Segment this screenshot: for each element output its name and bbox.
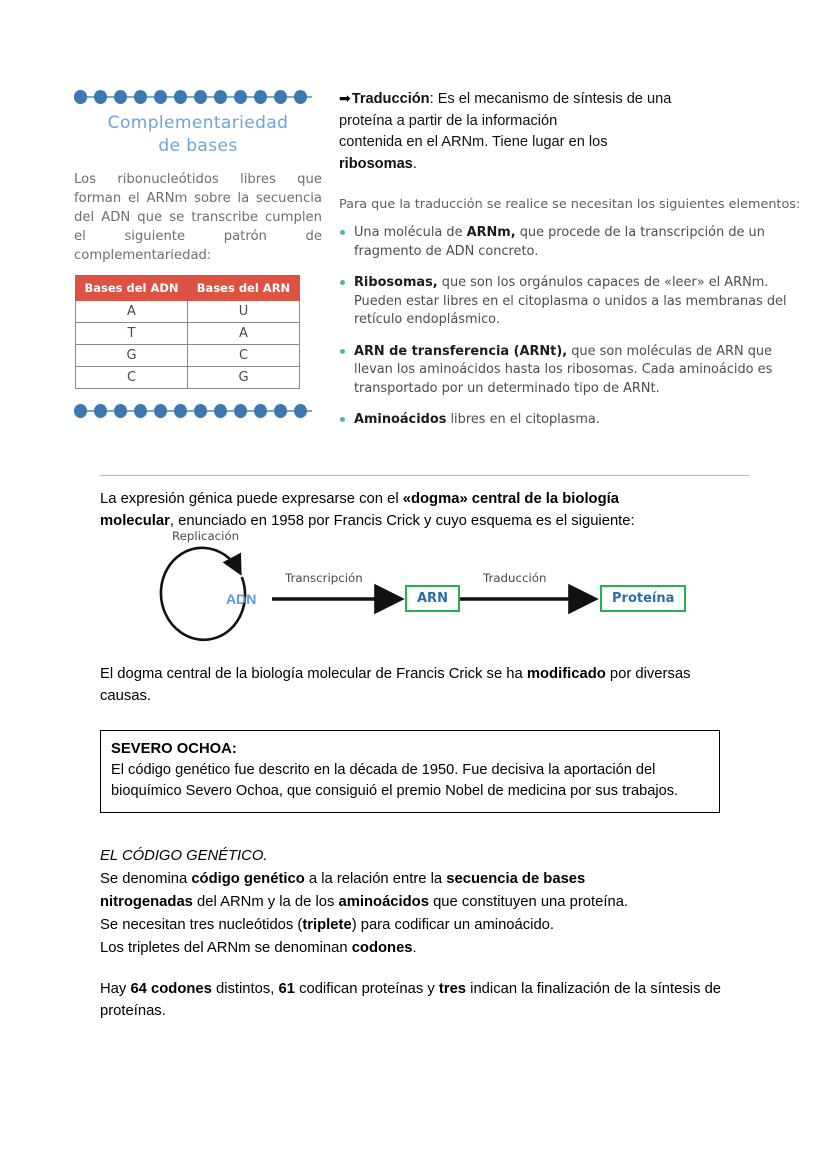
table-row [76,301,300,323]
table-row [76,323,300,345]
list-item-pre: Una molécula de [354,225,467,240]
codigo-l1-c: a la relación entre la [304,871,447,887]
elementos-list [339,224,809,430]
codigo-l1-a: Se denomina [100,871,192,887]
decorative-dot [154,404,167,418]
decorative-dot [114,90,127,104]
codigo-l2-c: aminoácidos [338,894,429,910]
diagram-node-proteina: Proteína [600,585,686,612]
table-cell: G [188,367,300,389]
modificado-pre: El dogma central de la biología molecular de Francis Crick se ha [100,666,527,682]
decorative-dot [114,404,127,418]
list-item-bold: Ribosomas, [354,275,438,290]
list-item [339,343,809,399]
decorative-dot [154,90,167,104]
table-cell: C [188,345,300,367]
bullet-icon [340,349,345,354]
card-title [74,112,322,158]
codigo-l2-b: del ARNm y la de los [192,894,339,910]
codigo-genetico-title: EL CÓDIGO GENÉTICO. [100,848,268,864]
card-paragraph: Los ribonucleótidos libres que forman el ARNm sobre la secuencia del ADN que se transcribe cumplen el siguiente patrón de complementariedad: [74,172,322,263]
codigo-l1-b: código genético [191,871,305,887]
codigo-genetico-line3 [100,914,740,937]
traduccion-line3: contenida en el ARNm. Tiene lugar en los [339,134,608,150]
codigo-l4-b: codones [351,940,413,956]
dogma-line2-bold: molecular [100,513,170,529]
decorative-dot [94,404,107,418]
table-header-row [76,276,300,301]
diagram-label-replicacion: Replicación [172,529,240,543]
diagram-label-traduccion: Traducción [483,571,547,585]
traduccion-heading [339,88,809,175]
hay-e: codifican proteínas y [294,981,439,997]
severo-ochoa-title: SEVERO OCHOA: [111,741,237,757]
decorative-dot [254,90,267,104]
severo-ochoa-body: El código genético fue descrito en la década de 1950. Fue decisiva la aportación del bioquímico Severo Ochoa, que consiguió el premio Nobel de medicina por sus trabajos. [111,762,679,799]
diagram-node-adn: ADN [226,591,257,607]
complementariedad-card [74,88,322,426]
dot-strip-top [74,88,314,106]
codigo-l4-a: Los tripletes del ARNm se denominan [100,940,352,956]
codigo-l2-d: que constituyen una proteína. [428,894,629,910]
section-divider [100,475,750,476]
list-item [339,274,809,330]
dogma-line1-bold: «dogma» central de la biología [402,491,619,507]
decorative-dot [214,90,227,104]
bullet-icon [340,280,345,285]
decorative-dot [74,90,87,104]
ribosomas-term: ribosomas [339,155,413,172]
diagram-label-transcripcion: Transcripción [285,571,363,585]
list-item-rest: libres en el citoplasma. [446,412,600,427]
hay-a: Hay [100,981,131,997]
hay-d: 61 [278,981,295,997]
table-cell: U [188,301,300,323]
table-header-adn: Bases del ADN [76,276,188,301]
hay-c: distintos, [211,981,279,997]
decorative-dot [274,404,287,418]
codigo-genetico-line1 [100,868,740,891]
table-cell: A [188,323,300,345]
codigo-l3-c: ) para codificar un aminoácido. [351,917,555,933]
modificado-bold: modificado [526,666,606,682]
table-row [76,345,300,367]
dogma-diagram [100,525,740,650]
codigo-l3-a: Se necesitan tres nucleótidos ( [100,917,303,933]
modificado-paragraph [100,663,725,707]
modificado-post: por diversas causas. [100,666,691,704]
list-item-bold: ARNm, [466,225,516,240]
codones-count-paragraph [100,978,740,1022]
list-item-rest: que procede de la transcripción de un fragmento de ADN concreto. [354,225,765,259]
decorative-dot [174,404,187,418]
list-item-bold: ARN de transferencia (ARNt), [354,343,568,359]
codigo-l1-d: secuencia de bases [446,871,586,887]
traduccion-column [339,88,809,443]
traduccion-period: . [412,155,417,172]
decorative-dot [174,90,187,104]
table-header-arn: Bases del ARN [188,276,300,301]
table-cell: C [76,367,188,389]
dogma-line1-pre: La expresión génica puede expresarse con el [100,491,403,507]
bullet-icon [340,417,345,422]
decorative-dot [234,404,247,418]
list-item-bold: Aminoácidos [354,412,447,427]
list-item [339,224,809,261]
list-item [339,411,809,430]
elementos-intro: Para que la traducción se realice se necesitan los siguientes elementos: [339,197,801,212]
dot-strip-bottom [74,402,314,420]
decorative-dot [94,90,107,104]
bases-table [75,275,300,389]
table-cell: A [76,301,188,323]
traduccion-term: Traducción [351,91,430,107]
table-cell: G [76,345,188,367]
list-item-rest: que son moléculas de ARN que llevan los aminoácidos hasta los ribosomas. Cada aminoácido es transportado por un determinado tipo de ARNt. [354,343,773,396]
list-item-rest: que son los orgánulos capaces de «leer» el ARNm. Pueden estar libres en el citoplasma o unidos a las membranas del retículo endoplásmico. [354,275,787,327]
table-cell: T [76,323,188,345]
decorative-dot [234,90,247,104]
decorative-dot [194,404,207,418]
traduccion-line1: : Es el mecanismo de síntesis de una [429,91,672,107]
bullet-icon [340,230,345,235]
card-title-line2: de bases [158,136,238,156]
codigo-genetico-block [100,845,740,960]
decorative-dot [254,404,267,418]
codigo-l3-b: triplete [302,917,352,933]
dogma-line2-rest: , enunciado en 1958 por Francis Crick y cuyo esquema es el siguiente: [169,513,635,529]
decorative-dot [294,90,307,104]
card-title-line1: Complementariedad [107,113,289,133]
decorative-dot [294,404,307,418]
traduccion-line2: proteína a partir de la información [339,112,558,129]
decorative-dot [134,90,147,104]
decorative-dot [74,404,87,418]
decorative-dot [274,90,287,104]
codigo-genetico-line2 [100,891,740,914]
decorative-dot [214,404,227,418]
hay-g: indican la finalización de la síntesis de proteínas. [100,981,722,1019]
right-arrow-icon: ➡ [339,90,351,106]
decorative-dot [194,90,207,104]
table-row [76,367,300,389]
codigo-l4-c: . [412,940,417,956]
hay-f: tres [438,981,467,997]
decorative-dot [134,404,147,418]
hay-b: 64 codones [130,981,212,997]
severo-ochoa-box [100,730,720,813]
diagram-node-arn: ARN [405,585,460,612]
codigo-l2-a: nitrogenadas [100,894,193,910]
codigo-genetico-line4 [100,937,740,960]
